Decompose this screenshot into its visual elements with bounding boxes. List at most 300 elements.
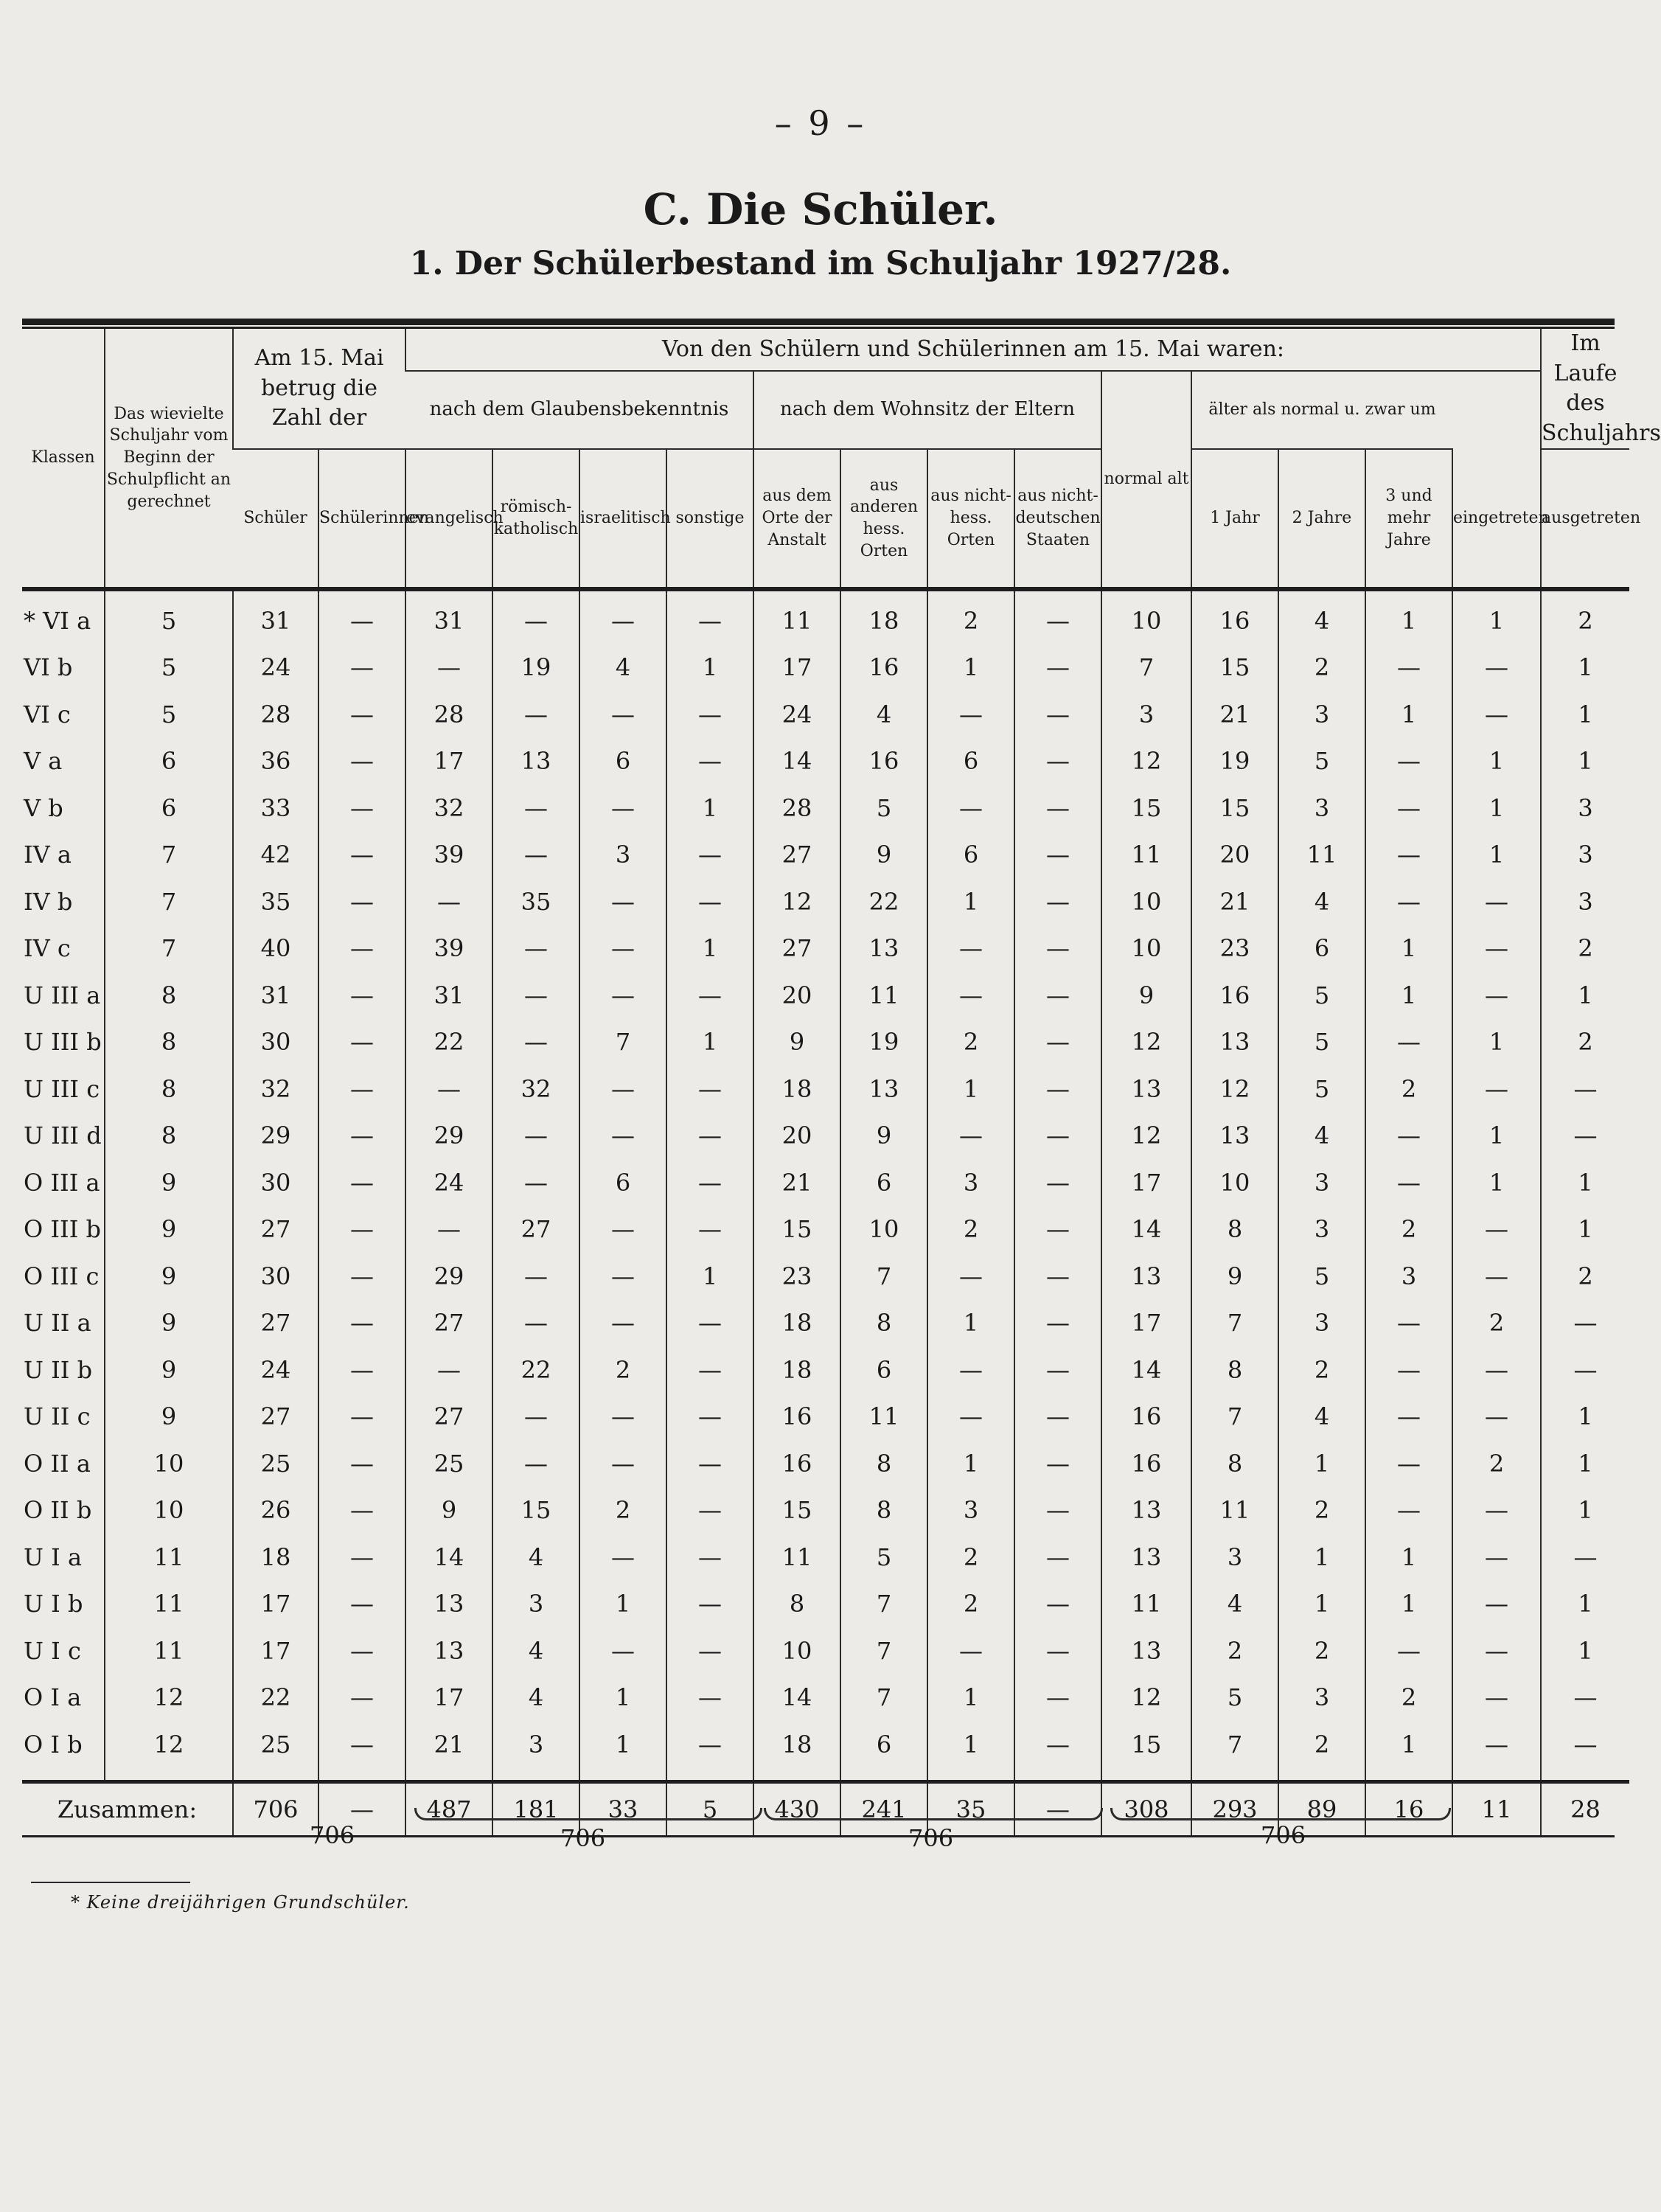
table-cell: 16: [1101, 1440, 1191, 1487]
table-cell: 5: [1278, 738, 1365, 785]
table-cell: 27: [753, 925, 840, 973]
table-row: [22, 1581, 1629, 1628]
table-cell: —: [1452, 1721, 1541, 1781]
table-cell: —: [318, 691, 405, 738]
table-cell: 6: [840, 1159, 927, 1206]
table-cell: 10: [1101, 589, 1191, 644]
table-cell: 4: [492, 1627, 579, 1674]
table-cell: 3: [1278, 1206, 1365, 1253]
table-cell: 6: [105, 785, 233, 832]
table-row: [22, 785, 1629, 832]
table-cell: 2: [1191, 1627, 1278, 1674]
table-cell: 1: [579, 1674, 666, 1722]
table-cell: 11: [105, 1627, 233, 1674]
table-cell: 25: [405, 1440, 492, 1487]
class-name-cell: U III b: [24, 1028, 102, 1057]
table-cell: 16: [1191, 589, 1278, 644]
table-cell: 13: [1101, 1253, 1191, 1300]
table-cell: —: [492, 832, 579, 879]
header-sonstige: sonstige: [666, 449, 753, 589]
class-name-cell: V b: [24, 793, 63, 822]
table-cell: 15: [1191, 644, 1278, 692]
table-cell: 3: [1278, 691, 1365, 738]
table-cell: 13: [1191, 1019, 1278, 1066]
table-cell: 8: [105, 1113, 233, 1160]
class-name-cell: U II a: [24, 1309, 91, 1338]
table-cell: 4: [1278, 589, 1365, 644]
class-name-cell: IV a: [24, 841, 72, 869]
table-cell: —: [927, 785, 1014, 832]
table-cell: —: [579, 1065, 666, 1113]
table-cell: —: [1452, 691, 1541, 738]
header-zahl: Am 15. Mai betrug die Zahl der: [233, 329, 405, 449]
table-cell: 5: [1278, 1019, 1365, 1066]
table-cell: —: [492, 1394, 579, 1441]
table-cell: 39: [405, 925, 492, 973]
totals-cell: 487: [405, 1781, 492, 1835]
table-cell: 1: [666, 1019, 753, 1066]
totals-cell: 430: [753, 1781, 840, 1835]
table-cell: —: [666, 1394, 753, 1441]
table-cell: 1: [927, 1065, 1014, 1113]
table-cell: —: [1365, 1627, 1452, 1674]
totals-cell: 89: [1278, 1781, 1365, 1835]
table-cell: 9: [105, 1159, 233, 1206]
table-cell: —: [579, 1300, 666, 1347]
table-cell: —: [666, 1206, 753, 1253]
table-cell: —: [666, 972, 753, 1019]
table-cell: 11: [105, 1581, 233, 1628]
table-cell: 19: [840, 1019, 927, 1066]
table-cell: —: [666, 1721, 753, 1781]
table-cell: —: [1014, 589, 1101, 644]
table-cell: 1: [1278, 1534, 1365, 1581]
table-cell: —: [1452, 644, 1541, 692]
table-cell: 23: [1191, 925, 1278, 973]
table-cell: —: [318, 1113, 405, 1160]
table-cell: —: [318, 1534, 405, 1581]
table-cell: —: [318, 1159, 405, 1206]
table-cell: —: [1014, 1113, 1101, 1160]
table-cell: 1: [1452, 589, 1541, 644]
table-cell: —: [1014, 1346, 1101, 1394]
table-cell: —: [1452, 878, 1541, 925]
table-cell: 39: [405, 832, 492, 879]
table-cell: —: [1365, 1346, 1452, 1394]
table-cell: 2: [579, 1487, 666, 1534]
table-cell: 16: [753, 1394, 840, 1441]
table-cell: 3: [579, 832, 666, 879]
table-cell: 24: [233, 1346, 318, 1394]
totals-cell: —: [318, 1781, 405, 1835]
table-cell: —: [318, 1721, 405, 1781]
header-nicht-hess-orte: aus nicht-hess. Orten: [927, 449, 1014, 589]
table-cell: —: [1014, 1206, 1101, 1253]
header-normal-alt: normal alt: [1101, 371, 1191, 589]
table-cell: 5: [840, 785, 927, 832]
table-cell: 13: [840, 925, 927, 973]
table-cell: 1: [666, 925, 753, 973]
header-evangelisch: evangelisch: [405, 449, 492, 589]
table-cell: —: [1365, 1159, 1452, 1206]
table-cell: 7: [1191, 1721, 1278, 1781]
table-cell: 27: [233, 1394, 318, 1441]
totals-cell: 35: [927, 1781, 1014, 1835]
table-cell: —: [1452, 972, 1541, 1019]
table-cell: 3: [927, 1487, 1014, 1534]
table-cell: —: [318, 1300, 405, 1347]
table-cell: —: [318, 644, 405, 692]
table-cell: 22: [405, 1019, 492, 1066]
header-schuelerinnen: Schülerinnen: [318, 449, 405, 589]
table-cell: —: [666, 1159, 753, 1206]
table-cell: —: [579, 925, 666, 973]
table-cell: 18: [753, 1346, 840, 1394]
table-cell: 2: [1278, 1346, 1365, 1394]
totals-label: Zusammen:: [22, 1781, 233, 1835]
table-cell: —: [927, 1394, 1014, 1441]
table-cell: 17: [405, 738, 492, 785]
table-cell: 8: [1191, 1440, 1278, 1487]
table-cell: 22: [840, 878, 927, 925]
table-cell: 14: [753, 1674, 840, 1722]
table-cell: —: [1014, 1159, 1101, 1206]
table-cell: 17: [233, 1581, 318, 1628]
table-cell: —: [318, 1487, 405, 1534]
table-cell: —: [1452, 1534, 1541, 1581]
table-cell: 3: [492, 1721, 579, 1781]
table-cell: 5: [105, 644, 233, 692]
table-cell: —: [579, 1394, 666, 1441]
table-cell: 4: [1278, 878, 1365, 925]
table-cell: 3: [1278, 1159, 1365, 1206]
table-cell: 31: [233, 589, 318, 644]
class-name-cell: U I c: [24, 1636, 81, 1665]
table-cell: —: [1452, 1206, 1541, 1253]
section-title: C. Die Schüler.: [643, 184, 998, 234]
table-cell: —: [1014, 972, 1101, 1019]
table-cell: —: [666, 1440, 753, 1487]
table-cell: 8: [840, 1487, 927, 1534]
table-row: [22, 738, 1629, 785]
table-cell: 10: [105, 1487, 233, 1534]
table-cell: 2: [1278, 644, 1365, 692]
table-cell: 1: [1452, 1159, 1541, 1206]
table-cell: —: [405, 644, 492, 692]
table-cell: 9: [105, 1300, 233, 1347]
table-cell: 9: [753, 1019, 840, 1066]
table-cell: 6: [927, 832, 1014, 879]
table-cell: 1: [1452, 738, 1541, 785]
table-cell: —: [666, 738, 753, 785]
table-cell: 1: [1541, 691, 1629, 738]
header-ausgetreten: ausgetreten: [1541, 449, 1629, 589]
table-cell: —: [579, 1113, 666, 1160]
table-cell: 29: [405, 1113, 492, 1160]
table-cell: 3: [1541, 878, 1629, 925]
table-bottom-rule: [22, 1835, 1615, 1837]
table-cell: 1: [579, 1581, 666, 1628]
table-cell: —: [666, 878, 753, 925]
table-cell: 1: [1365, 1721, 1452, 1781]
table-cell: 1: [1452, 1019, 1541, 1066]
table-cell: 7: [105, 832, 233, 879]
table-cell: —: [666, 1534, 753, 1581]
table-cell: 11: [1278, 832, 1365, 879]
table-cell: —: [666, 832, 753, 879]
table-cell: 7: [840, 1674, 927, 1722]
table-cell: —: [318, 738, 405, 785]
totals-cell: 16: [1365, 1781, 1452, 1835]
table-cell: 30: [233, 1253, 318, 1300]
table-cell: 13: [1101, 1065, 1191, 1113]
table-cell: 16: [1101, 1394, 1191, 1441]
table-cell: 7: [1191, 1300, 1278, 1347]
table-cell: 12: [1191, 1065, 1278, 1113]
table-cell: —: [318, 1627, 405, 1674]
table-row: [22, 1394, 1629, 1441]
class-name-cell: O II a: [24, 1449, 91, 1478]
table-cell: 28: [753, 785, 840, 832]
table-cell: 9: [1191, 1253, 1278, 1300]
table-cell: 4: [840, 691, 927, 738]
table-cell: 32: [405, 785, 492, 832]
table-cell: 12: [753, 878, 840, 925]
class-name-cell: U II c: [24, 1402, 91, 1431]
table-cell: 13: [840, 1065, 927, 1113]
table-cell: —: [1365, 738, 1452, 785]
table-cell: 11: [1191, 1487, 1278, 1534]
table-row: [22, 1627, 1629, 1674]
table-cell: —: [1541, 1674, 1629, 1722]
table-cell: 1: [1541, 1394, 1629, 1441]
table-cell: 2: [1541, 589, 1629, 644]
table-cell: —: [1014, 1253, 1101, 1300]
table-cell: 1: [1365, 972, 1452, 1019]
table-cell: 6: [840, 1721, 927, 1781]
class-name-cell: O III c: [24, 1262, 100, 1290]
table-cell: —: [492, 1440, 579, 1487]
table-cell: 3: [1191, 1534, 1278, 1581]
table-row: [22, 589, 1629, 644]
table-cell: 9: [840, 832, 927, 879]
table-cell: 9: [105, 1206, 233, 1253]
totals-cell: 181: [492, 1781, 579, 1835]
totals-cell: 28: [1541, 1781, 1629, 1835]
table-cell: —: [1014, 1065, 1101, 1113]
table-cell: —: [1014, 691, 1101, 738]
brace-wohnsitz: [764, 1808, 1103, 1820]
table-cell: 13: [1101, 1534, 1191, 1581]
table-cell: 11: [840, 1394, 927, 1441]
table-row: [22, 1019, 1629, 1066]
table-cell: 1: [1541, 1440, 1629, 1487]
table-cell: 27: [405, 1300, 492, 1347]
table-cell: —: [927, 1627, 1014, 1674]
table-cell: 12: [105, 1721, 233, 1781]
table-cell: —: [666, 1300, 753, 1347]
table-cell: 42: [233, 832, 318, 879]
table-cell: —: [1014, 738, 1101, 785]
table-cell: 27: [492, 1206, 579, 1253]
table-cell: 29: [233, 1113, 318, 1160]
table-cell: 7: [1101, 644, 1191, 692]
table-cell: 23: [753, 1253, 840, 1300]
table-cell: —: [1452, 1065, 1541, 1113]
table-row: [22, 925, 1629, 973]
table-cell: 15: [1101, 785, 1191, 832]
table-cell: 6: [105, 738, 233, 785]
header-klassen: Klassen: [22, 329, 105, 589]
class-name-cell: O III b: [24, 1215, 101, 1244]
table-cell: 6: [927, 738, 1014, 785]
table-row: [22, 1721, 1629, 1781]
table-cell: 2: [927, 589, 1014, 644]
table-cell: —: [1365, 644, 1452, 692]
table-cell: 36: [233, 738, 318, 785]
table-cell: 9: [1101, 972, 1191, 1019]
totals-cell: 5: [666, 1781, 753, 1835]
table-cell: 1: [1452, 832, 1541, 879]
table-cell: —: [666, 1581, 753, 1628]
footnote-rule: [31, 1882, 190, 1883]
table-cell: —: [1014, 785, 1101, 832]
header-aelter-als-normal: älter als normal u. zwar um: [1191, 371, 1452, 449]
table-cell: 3: [492, 1581, 579, 1628]
totals-cell: —: [1014, 1781, 1101, 1835]
table-cell: 18: [753, 1065, 840, 1113]
table-cell: —: [579, 878, 666, 925]
table-cell: 1: [1541, 738, 1629, 785]
table-cell: —: [318, 1674, 405, 1722]
table-cell: 4: [1278, 1113, 1365, 1160]
table-cell: 1: [1278, 1440, 1365, 1487]
table-cell: 27: [233, 1300, 318, 1347]
table-cell: 10: [105, 1440, 233, 1487]
table-cell: 24: [753, 691, 840, 738]
table-cell: 26: [233, 1487, 318, 1534]
table-cell: 1: [1365, 589, 1452, 644]
table-cell: —: [1014, 1394, 1101, 1441]
totals-cell: 706: [233, 1781, 318, 1835]
header-ort-der-anstalt: aus dem Orte der Anstalt: [753, 449, 840, 589]
table-cell: 1: [666, 785, 753, 832]
table-cell: 3: [1278, 1300, 1365, 1347]
table-cell: —: [1014, 1534, 1101, 1581]
table-row: [22, 1206, 1629, 1253]
table-cell: 11: [753, 589, 840, 644]
table-cell: 20: [1191, 832, 1278, 879]
table-cell: 2: [1452, 1440, 1541, 1487]
table-cell: 3: [927, 1159, 1014, 1206]
table-cell: 14: [405, 1534, 492, 1581]
table-cell: 7: [840, 1627, 927, 1674]
student-statistics-table: [22, 329, 1661, 1835]
table-cell: —: [1014, 1721, 1101, 1781]
table-cell: —: [1014, 1487, 1101, 1534]
class-name-cell: O II b: [24, 1496, 92, 1525]
table-cell: 5: [1278, 1065, 1365, 1113]
table-cell: 11: [840, 972, 927, 1019]
table-row: [22, 1534, 1629, 1581]
table-cell: —: [579, 1627, 666, 1674]
table-cell: —: [1541, 1300, 1629, 1347]
table-cell: 2: [927, 1581, 1014, 1628]
table-cell: —: [405, 1065, 492, 1113]
table-cell: —: [1365, 1113, 1452, 1160]
table-row: [22, 1674, 1629, 1722]
table-row: [22, 691, 1629, 738]
table-cell: 17: [1101, 1159, 1191, 1206]
table-cell: 17: [405, 1674, 492, 1722]
table-cell: 17: [753, 644, 840, 692]
footnote: * Keine dreijährigen Grundschüler.: [71, 1892, 410, 1913]
table-cell: 8: [840, 1300, 927, 1347]
table-cell: 2: [1541, 1019, 1629, 1066]
table-cell: —: [405, 1346, 492, 1394]
table-cell: 3: [1278, 1674, 1365, 1722]
table-cell: 9: [840, 1113, 927, 1160]
table-cell: —: [492, 1113, 579, 1160]
table-cell: 9: [105, 1346, 233, 1394]
table-row: [22, 1487, 1629, 1534]
table-cell: —: [1541, 1534, 1629, 1581]
class-name-cell: IV c: [24, 934, 71, 963]
class-name-cell: O I a: [24, 1683, 82, 1712]
table-cell: 15: [1191, 785, 1278, 832]
table-cell: 18: [840, 589, 927, 644]
table-cell: 8: [105, 1065, 233, 1113]
table-cell: —: [1365, 1394, 1452, 1441]
table-cell: —: [492, 1300, 579, 1347]
header-eingetreten: eingetreten: [1452, 449, 1541, 589]
table-cell: 12: [1101, 738, 1191, 785]
class-name-cell: O I b: [24, 1730, 83, 1759]
grand-total-pupils: 706: [310, 1821, 355, 1849]
header-von-den-schuelern: Von den Schülern und Schülerinnen am 15. Mai waren:: [405, 329, 1541, 371]
header-1-jahr: 1 Jahr: [1191, 449, 1278, 589]
table-cell: 21: [1191, 691, 1278, 738]
table-cell: 16: [840, 644, 927, 692]
class-name-cell: U I b: [24, 1590, 83, 1618]
table-cell: —: [927, 1113, 1014, 1160]
class-name-cell: U II b: [24, 1355, 93, 1384]
table-row: [22, 1253, 1629, 1300]
table-cell: 8: [1191, 1206, 1278, 1253]
table-cell: —: [1365, 1487, 1452, 1534]
table-cell: 35: [492, 878, 579, 925]
table-cell: —: [1014, 832, 1101, 879]
table-cell: 2: [1365, 1065, 1452, 1113]
table-cell: 19: [1191, 738, 1278, 785]
table-cell: 2: [1278, 1721, 1365, 1781]
table-cell: 18: [233, 1534, 318, 1581]
table-cell: 1: [1452, 785, 1541, 832]
table-cell: 2: [1278, 1487, 1365, 1534]
table-cell: 16: [840, 738, 927, 785]
table-cell: 1: [1541, 644, 1629, 692]
table-cell: —: [1014, 644, 1101, 692]
table-cell: 2: [1278, 1627, 1365, 1674]
table-cell: 10: [753, 1627, 840, 1674]
table-cell: —: [492, 1253, 579, 1300]
table-cell: 31: [233, 972, 318, 1019]
table-cell: —: [927, 1253, 1014, 1300]
table-cell: 8: [1191, 1346, 1278, 1394]
table-cell: 22: [233, 1674, 318, 1722]
table-cell: —: [1014, 878, 1101, 925]
table-row: [22, 644, 1629, 692]
